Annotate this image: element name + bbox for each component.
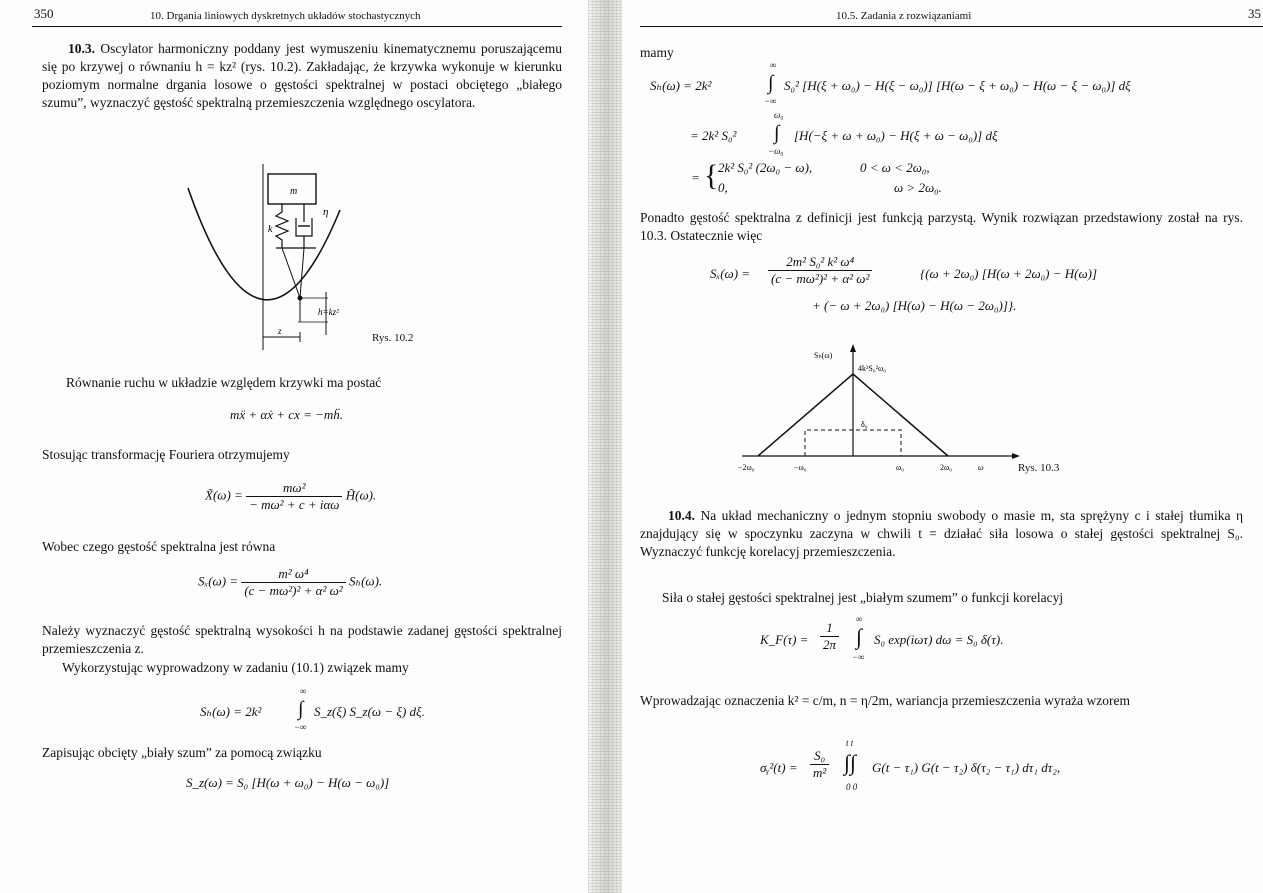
- spring-label: k: [268, 224, 273, 235]
- eq-cases-case1: 2k² S₀² (2ω₀ − ω),: [718, 160, 813, 175]
- eq-variance-den: m²: [813, 765, 827, 780]
- eq-sh-mid-integral: ∫: [774, 122, 780, 144]
- right-page-number: 35: [1248, 6, 1261, 21]
- p-notation: Wprowadzając oznaczenia k² = c/m, n = η/2m, wariancja przemieszczenia wyraża wzorem: [640, 693, 1130, 708]
- eq-kf-frac: [820, 620, 839, 653]
- eq-final-lhs: Sₓ(ω) =: [710, 266, 751, 281]
- eq-sh-mid-lhs: = 2k² S₀²: [690, 128, 737, 143]
- eq-kf-upper: ∞: [856, 614, 863, 624]
- p-derived: Wykorzystując wyprowadzony w zadaniu (10.1) związek mamy: [62, 660, 409, 675]
- eq-sh-long-upper: ∞: [770, 60, 777, 70]
- eq-variance-num: S₀: [810, 748, 829, 765]
- right-running-title: 10.5. Zadania z rozwiązaniami: [836, 10, 972, 22]
- eq-kf-den: 2π: [823, 637, 837, 652]
- eq-sh-mid-lower: −ω₀: [768, 146, 784, 156]
- eq-cases-cond2: ω > 2ω₀.: [894, 180, 942, 195]
- word-mamy: mamy: [640, 45, 674, 60]
- eq-sh-long-lhs: Sₕ(ω) = 2k²: [650, 78, 712, 93]
- eq-density: [198, 566, 382, 599]
- y-axis-label: Sₕ(ω): [814, 351, 833, 360]
- eq-kf: [760, 614, 1180, 666]
- eq-sh-integrand: S_z(ξ) S_z(ω − ξ) dξ.: [314, 704, 425, 719]
- eq-density-frac: [241, 566, 345, 599]
- damper-label: η: [323, 206, 329, 218]
- x-tick-4: ω: [978, 463, 984, 472]
- eq-sz: S_z(ω) = S₀ [H(ω + ω₀) − H(ω − ω₀)]: [186, 775, 390, 790]
- x-tick-3: 2ω₀: [940, 463, 953, 472]
- eq-cases-equals: =: [692, 170, 700, 185]
- eq-variance-upper: t t: [846, 738, 854, 748]
- p-parity: Ponadto gęstość spektralna z definicji jest funkcją parzystą. Wynik rozwiązan przedstawiony został na rys. 10.3. Ostatecznie więc: [640, 210, 1243, 243]
- figure-10-2: [170, 160, 430, 355]
- peak-label: 4k²S₀²ω₀: [858, 364, 887, 373]
- figure-10-3-caption: Rys. 10.3: [1018, 462, 1060, 474]
- level-label: δ₀: [861, 420, 868, 429]
- figure-10-2-caption: Rys. 10.2: [372, 332, 414, 344]
- problem-10-4-text: Na układ mechaniczny o jednym stopniu swobody o masie m, sta sprężyny c i stałej tłumika η znajdujący się w spoczynku zaczyna w chwili t = działać siła losowa o stałej gęstości spektralnej S₀. Wyznaczyć funkcję korelacyj przemieszczenia.: [640, 508, 1244, 559]
- eq-fourier-den: − mω² + c + iαω: [249, 497, 340, 512]
- eq-kf-integrand: S₀ exp(iωτ) dω = S₀ δ(τ).: [874, 632, 1004, 647]
- right-running-head: [640, 8, 1263, 27]
- eq-final-num: 2m² S₀² k² ω⁴: [768, 254, 872, 271]
- eq-sh-integral: ∫: [298, 698, 304, 720]
- book-spine-shadow: [588, 0, 622, 893]
- figure-10-3: [728, 344, 1028, 476]
- eq-variance-frac: [810, 748, 829, 781]
- eq-variance: [760, 738, 1180, 798]
- problem-10-3: [42, 40, 562, 112]
- left-running-head: [32, 8, 562, 27]
- eq-sh-long-integrand: S₀² [H(ξ + ω₀) − H(ξ − ω₀)] [H(ω − ξ + ω₀) − H(ω − ξ − ω₀)] dξ: [784, 78, 1131, 93]
- eq-kf-lhs: K_F(τ) =: [760, 632, 809, 647]
- p-density: Wobec czego gęstość spektralna jest równa: [42, 539, 276, 554]
- eq-density-num: m² ω⁴: [241, 566, 345, 583]
- eq-final-den: (c − mω²)² + α² ω²: [771, 271, 870, 286]
- eq-cases: [690, 160, 990, 200]
- eq-cases-case2: 0,: [718, 180, 728, 195]
- eq-kf-lower: −∞: [852, 652, 865, 662]
- problem-10-4-number: 10.4.: [668, 508, 695, 523]
- z-label: z: [278, 326, 282, 336]
- eq-fourier-rhs: H̃(ω).: [345, 487, 377, 503]
- eq-density-den: (c − mω²)² + α² ω²: [244, 583, 343, 598]
- eq-final: [710, 254, 1230, 318]
- right-page: [620, 0, 1263, 893]
- eq-sh-mid-integrand: [H(−ξ + ω + ω₀) − H(ξ + ω − ω₀)] dξ: [794, 128, 998, 143]
- eq-variance-integrand: G(t − τ₁) G(t − τ₂) δ(τ₂ − τ₁) dτ₁ dτ₂,: [872, 760, 1061, 775]
- x-tick-1: −ω₀: [794, 463, 807, 472]
- p-task: Należy wyznaczyć gęstość spektralną wysokości h na podstawie zadanej gęstości spektralnej przemieszczenia z.: [42, 623, 562, 656]
- curve-parabola: [188, 188, 340, 300]
- x-tick-0: −2ω₀: [738, 463, 755, 472]
- problem-10-4: [640, 507, 1243, 561]
- left-page-number: 350: [34, 6, 54, 21]
- height-label: h=kz²: [318, 307, 339, 317]
- eq-density-rhs: Sₕ(ω).: [348, 573, 383, 589]
- eq-motion: mẍ + αẋ + cx = −mḧ.: [230, 407, 344, 422]
- p-noise: Zapisując obcięty „biały szum” za pomocą związku: [42, 745, 322, 760]
- eq-sh-lhs: Sₕ(ω) = 2k²: [200, 704, 262, 719]
- problem-10-3-text: Oscylator harmoniczny poddany jest wymuszeniu kinematycznemu poruszającemu się po krzywej o równaniu h = kz² (rys. 10.2). Zakładając, że krzywka wykonuje w kierunku poziomym normalne drgania losowe o gęstości spektralnej w postaci obciętego „białego szumu”, wyznaczyć gęstość spektralną przemieszczenia względnego oscylatora.: [42, 41, 563, 110]
- eq-kf-integral: ∫: [856, 624, 863, 649]
- left-page: [0, 0, 600, 893]
- eq-fourier-lhs: X̃(ω) =: [205, 487, 243, 503]
- eq-cases-cond1: 0 < ω < 2ω₀,: [860, 160, 930, 175]
- eq-sh-long-integral: ∫: [768, 72, 774, 94]
- mass-label: m: [290, 186, 298, 197]
- eq-variance-integrals: ∫∫: [844, 750, 857, 775]
- eq-fourier: [205, 480, 376, 513]
- p-fourier: Stosując transformację Fouriera otrzymujemy: [42, 447, 290, 462]
- problem-10-3-number: 10.3.: [68, 41, 95, 56]
- x-tick-2: ω₀: [896, 463, 905, 472]
- eq-sh-lower: −∞: [294, 722, 307, 732]
- eq-variance-lhs: σᵧ²(t) =: [760, 760, 798, 775]
- p-motion: Równanie ruchu w układzie względem krzywki ma postać: [66, 375, 382, 390]
- eq-sh-long-lower: −∞: [764, 96, 777, 106]
- eq-final-rhs2: + (− ω + 2ω₀) [H(ω) − H(ω − 2ω₀)]}.: [812, 298, 1017, 313]
- eq-sh-mid-upper: ω₀: [774, 110, 784, 120]
- eq-fourier-num: mω²: [246, 480, 342, 497]
- eq-variance-lower: 0 0: [846, 782, 858, 792]
- eq-sh-upper: ∞: [300, 686, 307, 696]
- eq-cases-brace: {: [704, 159, 719, 192]
- eq-kf-num: 1: [820, 620, 839, 637]
- eq-density-lhs: Sₓ(ω) =: [198, 573, 239, 589]
- left-running-title: 10. Drgania liniowych dyskretnych układów stochastycznych: [150, 10, 421, 22]
- eq-final-frac: [768, 254, 872, 287]
- eq-fourier-frac: [246, 480, 342, 513]
- spring: [276, 204, 288, 248]
- eq-final-rhs1: {(ω + 2ω₀) [H(ω + 2ω₀) − H(ω)]: [920, 266, 1098, 281]
- p-force: Siła o stałej gęstości spektralnej jest „białym szumem” o funkcji korelacyj: [662, 590, 1064, 605]
